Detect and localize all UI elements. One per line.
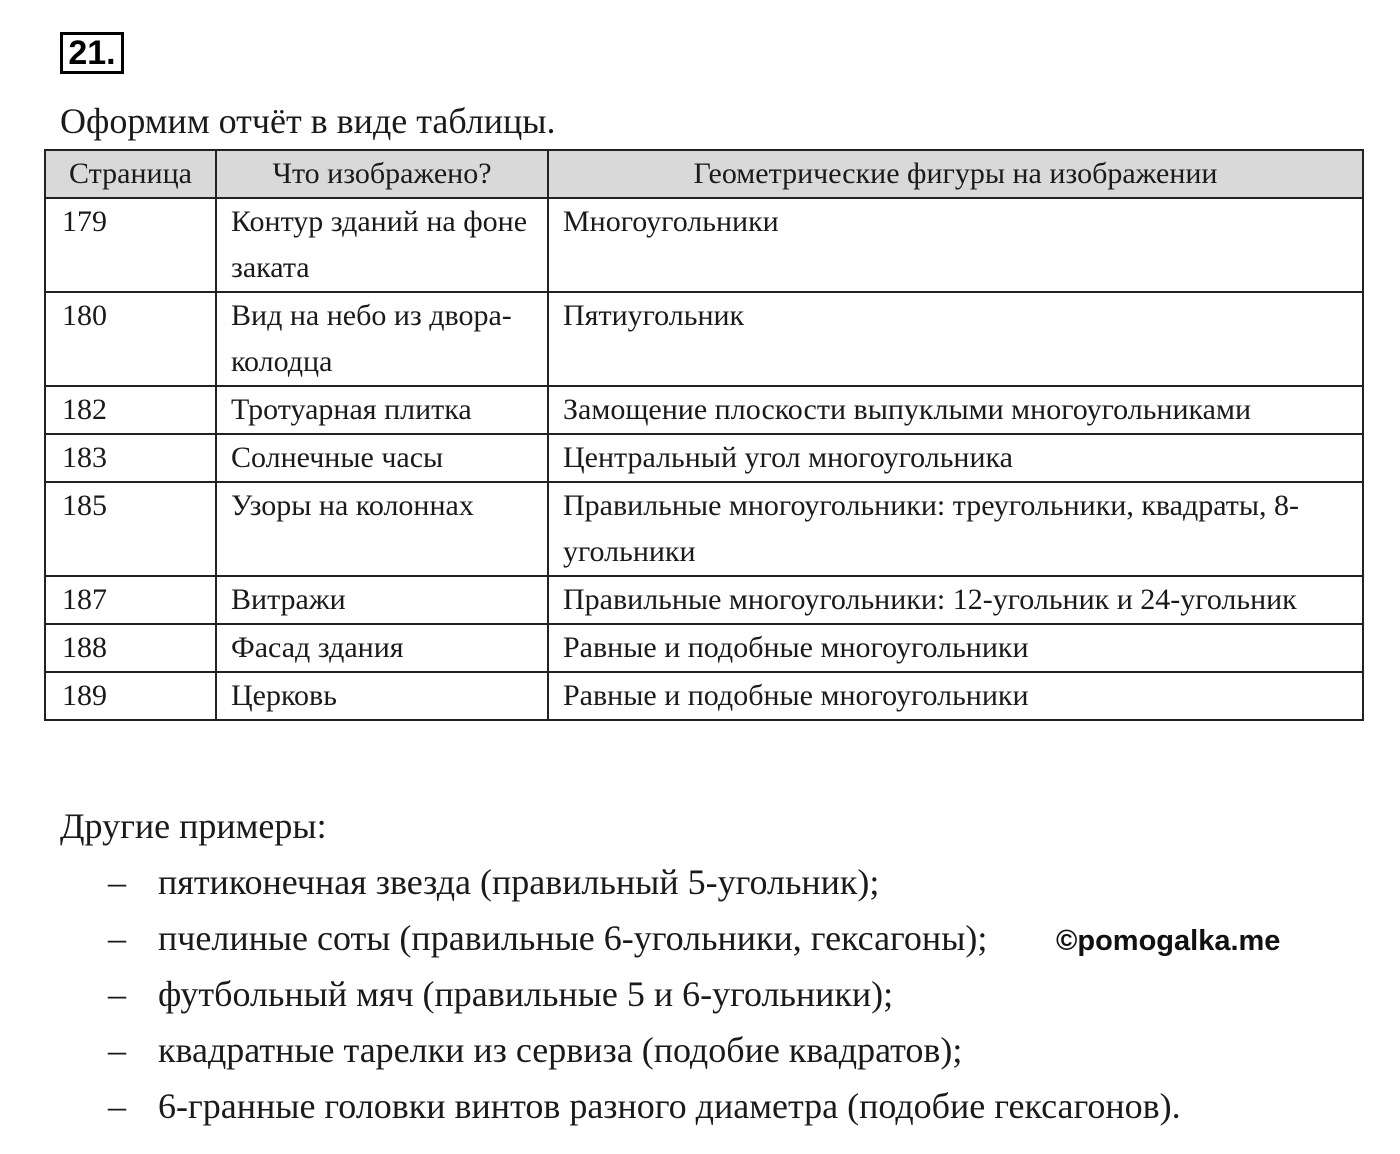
intro-text: Оформим отчёт в виде таблицы. [60, 101, 556, 141]
dash-bullet: – [108, 862, 126, 902]
cell-figures: Многоугольники [548, 198, 1363, 292]
cell-depicted: Церковь [216, 672, 548, 720]
cell-figures: Центральный угол многоугольника [548, 434, 1363, 482]
cell-figures: Правильные многоугольники: 12-угольник и 24-угольник [548, 576, 1363, 624]
task-number: 21. [68, 34, 116, 72]
dash-bullet: – [108, 1086, 126, 1126]
dash-bullet: – [108, 1030, 126, 1070]
list-item-text: квадратные тарелки из сервиза (подобие квадратов); [158, 1030, 963, 1070]
cell-depicted: Узоры на колоннах [216, 482, 548, 576]
table-row [45, 386, 1363, 434]
cell-depicted: Контур зданий на фоне заката [216, 198, 548, 292]
header-page: Страница [45, 150, 216, 198]
list-item-text: футбольный мяч (правильные 5 и 6-угольники); [158, 974, 894, 1014]
table-row [45, 624, 1363, 672]
dash-bullet: – [108, 918, 126, 958]
header-depicted: Что изображено? [216, 150, 548, 198]
dash-bullet: – [108, 974, 126, 1014]
report-table [44, 149, 1364, 721]
table-row [45, 576, 1363, 624]
cell-figures: Пятиугольник [548, 292, 1363, 386]
table-row [45, 198, 1363, 292]
cell-depicted: Солнечные часы [216, 434, 548, 482]
cell-page: 183 [45, 434, 216, 482]
cell-depicted: Тротуарная плитка [216, 386, 548, 434]
cell-figures: Замощение плоскости выпуклыми многоугольниками [548, 386, 1363, 434]
table-row [45, 434, 1363, 482]
table-row [45, 292, 1363, 386]
cell-figures: Равные и подобные многоугольники [548, 624, 1363, 672]
cell-figures: Правильные многоугольники: треугольники, квадраты, 8-угольники [548, 482, 1363, 576]
cell-depicted: Витражи [216, 576, 548, 624]
cell-figures: Равные и подобные многоугольники [548, 672, 1363, 720]
list-item-text: пятиконечная звезда (правильный 5-угольник); [158, 862, 880, 902]
cell-depicted: Вид на небо из двора-колодца [216, 292, 548, 386]
table-row [45, 672, 1363, 720]
cell-page: 179 [45, 198, 216, 292]
cell-page: 187 [45, 576, 216, 624]
cell-page: 188 [45, 624, 216, 672]
table-header-row [45, 150, 1363, 198]
cell-page: 180 [45, 292, 216, 386]
watermark: ©pomogalka.me [1056, 925, 1281, 957]
cell-depicted: Фасад здания [216, 624, 548, 672]
table-row [45, 482, 1363, 576]
list-item-text: пчелиные соты (правильные 6-угольники, гексагоны); [158, 918, 988, 958]
task-number-box [60, 32, 124, 74]
header-figures: Геометрические фигуры на изображении [548, 150, 1363, 198]
cell-page: 189 [45, 672, 216, 720]
cell-page: 185 [45, 482, 216, 576]
other-examples-title: Другие примеры: [60, 806, 327, 846]
list-item-text: 6-гранные головки винтов разного диаметра (подобие гексагонов). [158, 1086, 1181, 1126]
cell-page: 182 [45, 386, 216, 434]
